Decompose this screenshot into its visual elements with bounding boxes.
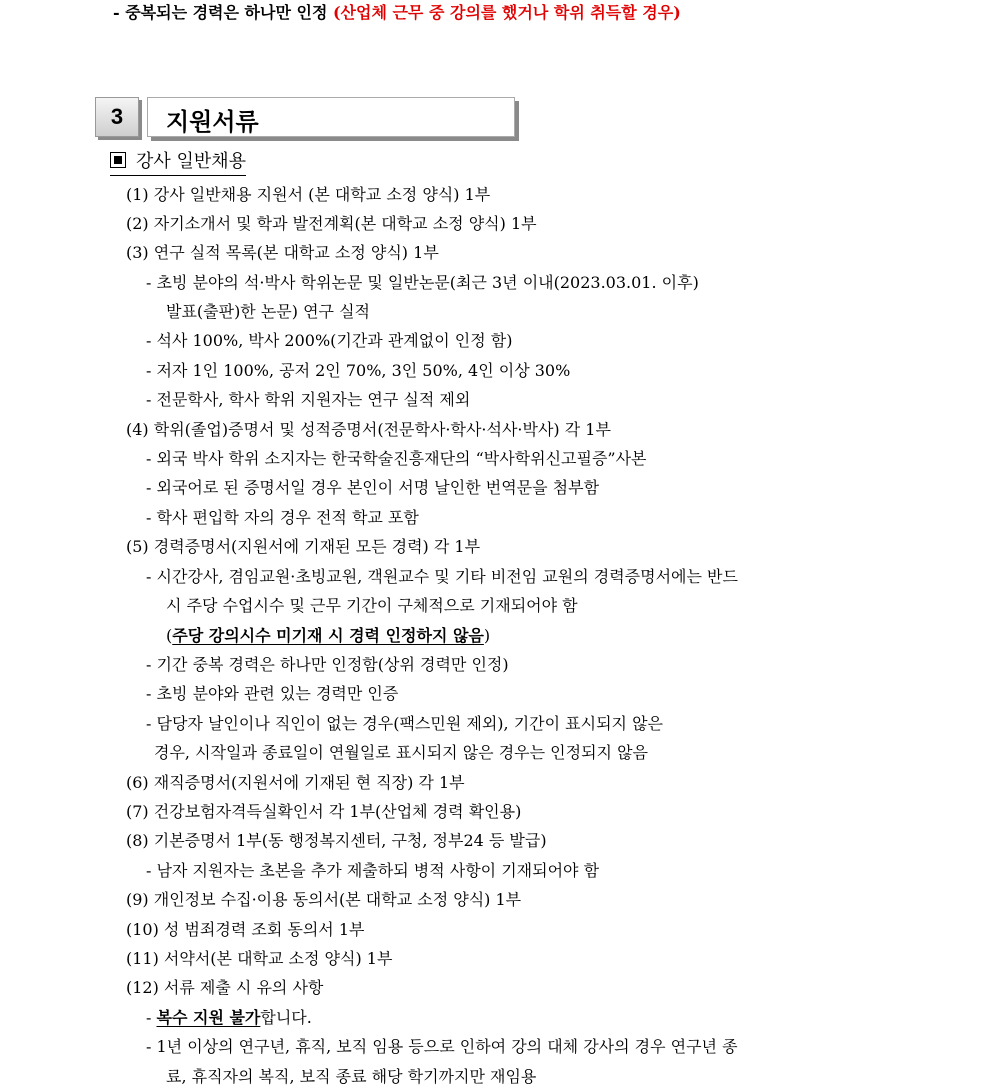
item-10: (10) 성 범죄경력 조회 동의서 1부 [126, 920, 365, 939]
item-12-detail-1 [146, 1007, 312, 1029]
note-prefix: - 중복되는 경력은 하나만 인정 [113, 3, 333, 22]
emphasis-close: ) [483, 626, 491, 645]
duplicate-career-note [113, 2, 681, 24]
item-2: (2) 자기소개서 및 학과 발전계획(본 대학교 소정 양식) 1부 [126, 214, 537, 233]
item-3-detail-1-cont: 발표(출판)한 논문) 연구 실적 [166, 302, 371, 321]
item-1: (1) 강사 일반채용 지원서 (본 대학교 소정 양식) 1부 [126, 185, 491, 204]
item-11: (11) 서약서(본 대학교 소정 양식) 1부 [126, 949, 393, 968]
item-3-detail-1: - 초빙 분야의 석·박사 학위논문 및 일반논문(최근 3년 이내(2023.03.01. 이후) [146, 273, 699, 292]
item-5-emphasis [166, 625, 490, 647]
item-4: (4) 학위(졸업)증명서 및 성적증명서(전문학사·학사·석사·박사) 각 1부 [126, 420, 611, 439]
section-title-box [147, 97, 515, 137]
item-12-detail-2: - 1년 이상의 연구년, 휴직, 보직 임용 등으로 인하여 강의 대체 강사의 경우 연구년 종 [146, 1037, 738, 1056]
item-5-detail-4: - 담당자 날인이나 직인이 없는 경우(팩스민원 제외), 기간이 표시되지 않은 [146, 714, 663, 733]
item-12: (12) 서류 제출 시 유의 사항 [126, 978, 324, 997]
item-12-detail-2-cont: 료, 휴직자의 복직, 보직 종료 해당 학기까지만 재임용 [166, 1067, 537, 1086]
section-number: 3 [95, 97, 139, 137]
item-8-detail-1: - 남자 지원자는 초본을 추가 제출하되 병적 사항이 기재되어야 함 [146, 861, 600, 880]
section-title: 지원서류 [166, 108, 259, 136]
item-5: (5) 경력증명서(지원서에 기재된 모든 경력) 각 1부 [126, 537, 481, 556]
item-4-detail-1: - 외국 박사 학위 소지자는 한국학술진흥재단의 “박사학위신고필증”사본 [146, 449, 647, 468]
no-multiple-application: 복수 지원 불가 [156, 1008, 261, 1027]
item-3: (3) 연구 실적 목록(본 대학교 소정 양식) 1부 [126, 243, 439, 262]
item-4-detail-2: - 외국어로 된 증명서일 경우 본인이 서명 날인한 번역문을 첨부함 [146, 478, 600, 497]
item-5-detail-1-cont: 시 주당 수업시수 및 근무 기간이 구체적으로 기재되어야 함 [166, 596, 578, 615]
item-5-detail-3: - 초빙 분야와 관련 있는 경력만 인증 [146, 684, 399, 703]
filled-square-icon [110, 152, 126, 168]
item-3-detail-4: - 전문학사, 학사 학위 지원자는 연구 실적 제외 [146, 390, 471, 409]
item-6: (6) 재직증명서(지원서에 기재된 현 직장) 각 1부 [126, 773, 465, 792]
subheading-text: 강사 일반채용 [136, 151, 247, 172]
note-red-text: (산업체 근무 중 강의를 했거나 학위 취득할 경우) [332, 3, 681, 22]
detail-rest: 합니다. [260, 1008, 312, 1027]
emphasis-bold-text: 주당 강의시수 미기재 시 경력 인정하지 않음 [172, 626, 484, 645]
item-9: (9) 개인정보 수집·이용 동의서(본 대학교 소정 양식) 1부 [126, 890, 522, 909]
item-5-detail-2: - 기간 중복 경력은 하나만 인정함(상위 경력만 인정) [146, 655, 509, 674]
detail-dash: - [146, 1008, 157, 1027]
item-3-detail-2: - 석사 100%, 박사 200%(기간과 관계없이 인정 함) [146, 331, 513, 350]
emphasis-open: ( [166, 626, 173, 645]
item-5-detail-1: - 시간강사, 겸임교원·초빙교원, 객원교수 및 기타 비전임 교원의 경력증명서에는 반드 [146, 567, 738, 586]
item-7: (7) 건강보험자격득실확인서 각 1부(산업체 경력 확인용) [126, 802, 522, 821]
item-5-detail-4-cont: 경우, 시작일과 종료일이 연월일로 표시되지 않은 경우는 인정되지 않음 [154, 743, 648, 762]
item-8: (8) 기본증명서 1부(동 행정복지센터, 구청, 정부24 등 발급) [126, 831, 547, 850]
item-3-detail-3: - 저자 1인 100%, 공저 2인 70%, 3인 50%, 4인 이상 30% [146, 361, 571, 380]
subheading [110, 150, 246, 176]
item-4-detail-3: - 학사 편입학 자의 경우 전적 학교 포함 [146, 508, 419, 527]
